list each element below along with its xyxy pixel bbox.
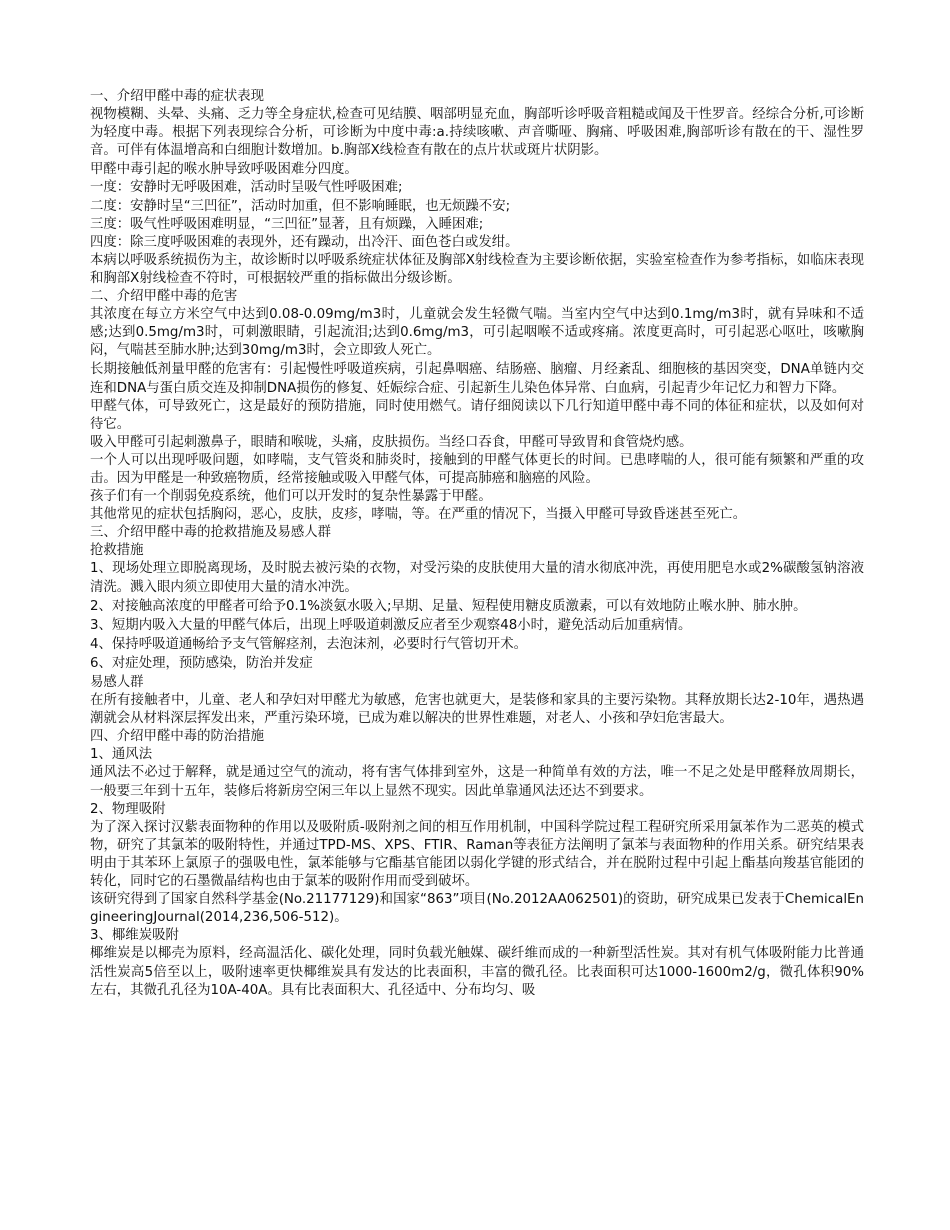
paragraph-ventilation: 通风法不必过于解释，就是通过空气的流动，将有害气体排到室外，这是一种简单有效的方法，唯一不足之处是甲醛释放周期长，一般要三年到十五年，装修后将新房空闲三年以上显然不现实。因此单靠通风法还达不到要求。	[90, 765, 864, 799]
paragraph-inhalation: 吸入甲醛可引起刺激鼻子，眼睛和喉咙，头痛，皮肤损伤。当经口吞食，甲醛可导致胃和食管烧灼感。	[90, 434, 693, 450]
subheading-rescue-measures: 抢救措施	[90, 543, 144, 559]
heading-symptoms: 一、介绍甲醛中毒的症状表现	[90, 89, 265, 104]
heading-prevention: 四、介绍甲醛中毒的防治措施	[90, 729, 265, 745]
subheading-adsorption: 2、物理吸附	[90, 801, 166, 817]
subheading-coconut-carbon: 3、椰维炭吸附	[90, 928, 179, 944]
list-item-rescue-4: 4、保持呼吸道通畅给予支气管解痉剂，去泡沫剂，必要时行气管切开术。	[90, 636, 528, 652]
paragraph-coconut-carbon: 椰维炭是以椰壳为原料，经高温活化、碳化处理，同时负载光触媒、碳纤维而成的一种新型活性炭。其对有机气体吸附能力比普通活性炭高5倍至以上，吸附速率更快椰维炭具有发达的比表面积，丰富的微孔径。比表面积可达1000-1600m2/g，微孔体积90%左右，其微孔孔径为10A-40A。具有比表面积大、孔径适中、分布均匀、吸	[90, 946, 864, 998]
paragraph-concentration: 其浓度在每立方米空气中达到0.08-0.09mg/m3时，儿童就会发生轻微气喘。当室内空气中达到0.1mg/m3时，就有异味和不适感;达到0.5mg/m3时，可刺激眼睛，引起流泪;达到0.6mg/m3，可引起咽喉不适或疼痛。浓度更高时，可引起恶心呕吐，咳嗽胸闷，气喘甚至肺水肿;达到30mg/m3时，会立即致人死亡。	[90, 307, 864, 359]
paragraph-laryngeal-edema: 甲醛中毒引起的喉水肿导致呼吸困难分四度。	[90, 162, 358, 178]
list-item-degree-4: 四度：除三度呼吸困难的表现外，还有躁动，出冷汗、面色苍白或发绀。	[90, 234, 519, 250]
paragraph-diagnosis: 本病以呼吸系统损伤为主，故诊断时以呼吸系统症状体征及胸部X射线检查为主要诊断依据，实验室检查作为参考指标，如临床表现和胸部X射线检查不符时，可根据较严重的指标做出分级诊断。	[90, 252, 864, 286]
list-item-rescue-1: 1、现场处理立即脱离现场，及时脱去被污染的衣物，对受污染的皮肤使用大量的清水彻底冲洗，再使用肥皂水或2%碳酸氢钠溶液清洗。溅入眼内须立即使用大量的清水冲洗。	[90, 561, 864, 595]
list-item-degree-3: 三度：吸气性呼吸困难明显，“三凹征”显著，且有烦躁，入睡困难;	[90, 216, 484, 232]
paragraph-respiratory: 一个人可以出现呼吸问题，如哮喘，支气管炎和肺炎时，接触到的甲醛气体更长的时间。已患哮喘的人，很可能有频繁和严重的攻击。因为甲醛是一种致癌物质，经常接触或吸入甲醛气体，可提高肺癌和脑癌的风险。	[90, 452, 864, 486]
paragraph-adsorption: 为了深入探讨汉紫表面物种的作用以及吸附质-吸附剂之间的相互作用机制，中国科学院过程工程研究所采用氯苯作为二恶英的模式物，研究了其氯苯的吸附特性，并通过TPD-MS、XPS、FTIR、Raman等表征方法阐明了氯苯与表面物种的作用关系。研究结果表明由于其苯环上氯原子的强吸电性，氯苯能够与它酯基官能团以弱化学键的形式结合，并在脱附过程中引起上酯基向羧基官能团的转化，同时它的石墨微晶结构也由于氯苯的吸附作用而受到破坏。	[90, 819, 864, 890]
subheading-susceptible: 易感人群	[90, 675, 144, 690]
list-item-degree-1: 一度：安静时无呼吸困难，活动时呈吸气性呼吸困难;	[90, 180, 403, 196]
list-item-rescue-2: 2、对接触高浓度的甲醛者可给予0.1%淡氨水吸入;早期、足量、短程使用糖皮质激素，可以有效地防止喉水肿、肺水肿。	[90, 598, 807, 614]
paragraph-other-symptoms: 其他常见的症状包括胸闷，恶心，皮肤，皮疹，哮喘，等。在严重的情况下，当摄入甲醛可导致昏迷甚至死亡。	[90, 507, 747, 523]
paragraph-long-term: 长期接触低剂量甲醛的危害有：引起慢性呼吸道疾病，引起鼻咽癌、结肠癌、脑瘤、月经紊乱、细胞核的基因突变，DNA单链内交连和DNA与蛋白质交连及抑制DNA损伤的修复、妊娠综合症、引起新生儿染色体异常、白血病，引起青少年记忆力和智力下降。	[90, 362, 864, 396]
paragraph-susceptible: 在所有接触者中，儿童、老人和孕妇对甲醛尤为敏感，危害也就更大，是装修和家具的主要污染物。其释放期长达2-10年，遇热遇潮就会从材料深层挥发出来，严重污染环境，已成为难以解决的世界性难题，对老人、小孩和孕妇危害最大。	[90, 693, 864, 727]
paragraph-children: 孩子们有一个削弱免疫系统，他们可以开发时的复杂性暴露于甲醛。	[90, 489, 492, 505]
paragraph-gas-death: 甲醛气体，可导致死亡，这是最好的预防措施，同时使用燃气。请仔细阅读以下几行知道甲醛中毒不同的体征和症状，以及如何对待它。	[90, 398, 864, 432]
heading-hazards: 二、介绍甲醛中毒的危害	[90, 289, 238, 305]
paragraph-funding: 该研究得到了国家自然科学基金(No.21177129)和国家“863”项目(No.2012AA062501)的资助，研究成果已发表于ChemicalEngineeringJournal(2014,236,506-512)。	[90, 892, 864, 926]
subheading-ventilation: 1、通风法	[90, 747, 153, 763]
list-item-rescue-3: 3、短期内吸入大量的甲醛气体后，出现上呼吸道刺激反应者至少观察48小时，避免活动后加重病情。	[90, 617, 692, 633]
paragraph-symptoms: 视物模糊、头晕、头痛、乏力等全身症状,检查可见结膜、咽部明显充血，胸部听诊呼吸音粗糙或闻及干性罗音。经综合分析,可诊断为轻度中毒。根据下列表现综合分析，可诊断为中度中毒:a.持续咳嗽、声音嘶哑、胸痛、呼吸困难,胸部听诊有散在的干、湿性罗音。可伴有体温增高和白细胞计数增加。b.胸部X线检查有散在的点片状或斑片状阴影。	[90, 107, 864, 159]
list-item-degree-2: 二度：安静时呈“三凹征”，活动时加重，但不影响睡眠，也无烦躁不安;	[90, 198, 511, 214]
heading-rescue: 三、介绍甲醛中毒的抢救措施及易感人群	[90, 525, 332, 541]
list-item-rescue-6: 6、对症处理，预防感染，防治并发症	[90, 655, 313, 671]
